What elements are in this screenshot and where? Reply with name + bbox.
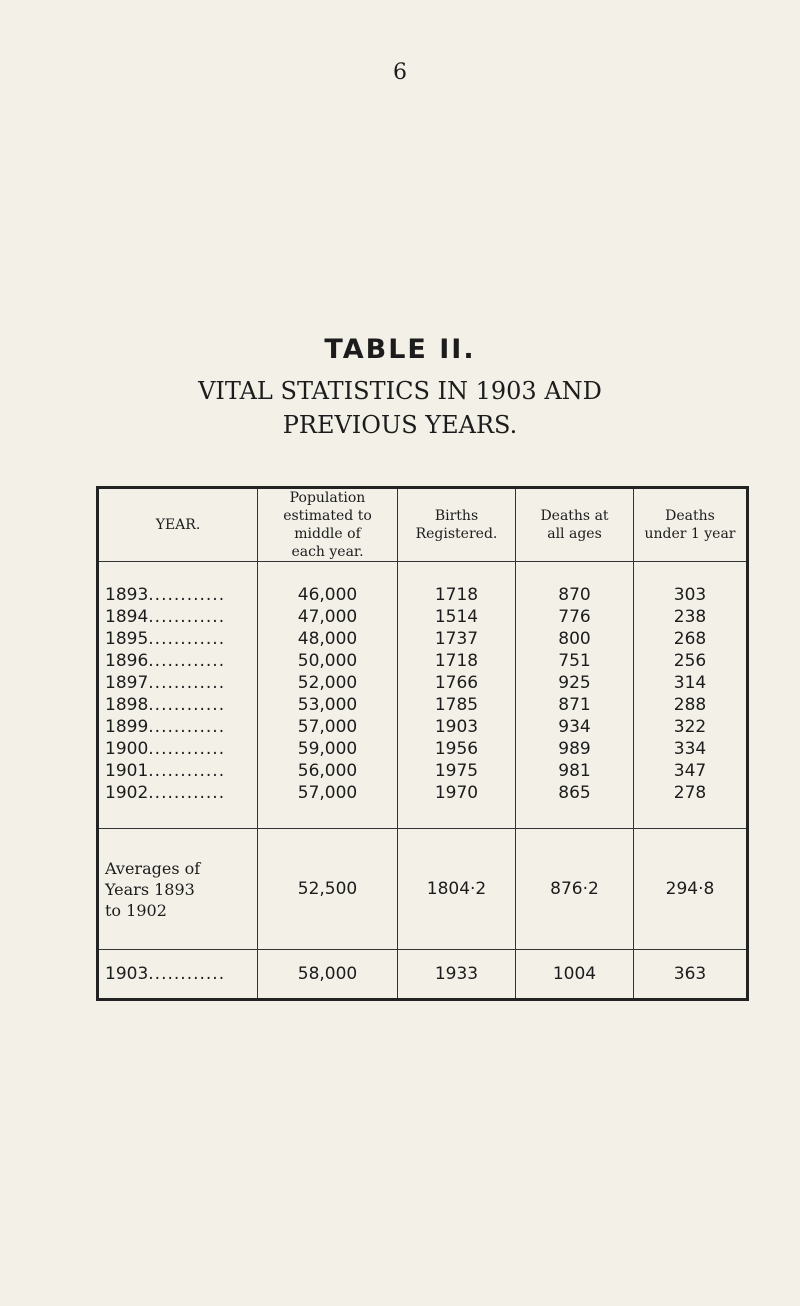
current-year-row <box>98 950 748 1000</box>
row-deaths-infant: 278 <box>634 782 748 829</box>
row-deaths-all: 870 <box>516 562 634 607</box>
row-deaths-infant: 347 <box>634 760 748 782</box>
row-population: 48,000 <box>258 628 398 650</box>
row-deaths-all: 751 <box>516 650 634 672</box>
row-population: 47,000 <box>258 606 398 628</box>
row-deaths-infant: 288 <box>634 694 748 716</box>
row-population: 57,000 <box>258 782 398 829</box>
row-births: 1718 <box>398 562 516 607</box>
table-row <box>98 694 748 716</box>
averages-deaths-all: 876·2 <box>516 829 634 950</box>
table-row <box>98 760 748 782</box>
header-deaths-all: Deaths at all ages <box>516 488 634 562</box>
year-rows <box>98 562 748 829</box>
row-year: 1899............ <box>98 716 258 738</box>
row-births: 1718 <box>398 650 516 672</box>
row-births: 1903 <box>398 716 516 738</box>
row-year: 1901............ <box>98 760 258 782</box>
current-births: 1933 <box>398 950 516 1000</box>
current-deaths-all: 1004 <box>516 950 634 1000</box>
row-year: 1893............ <box>98 562 258 607</box>
row-population: 50,000 <box>258 650 398 672</box>
row-year: 1896............ <box>98 650 258 672</box>
row-deaths-infant: 238 <box>634 606 748 628</box>
row-deaths-infant: 334 <box>634 738 748 760</box>
row-deaths-infant: 314 <box>634 672 748 694</box>
row-year: 1902............ <box>98 782 258 829</box>
row-births: 1766 <box>398 672 516 694</box>
row-year: 1898............ <box>98 694 258 716</box>
row-year: 1897............ <box>98 672 258 694</box>
row-deaths-all: 925 <box>516 672 634 694</box>
table-row <box>98 562 748 607</box>
row-deaths-all: 865 <box>516 782 634 829</box>
row-deaths-infant: 303 <box>634 562 748 607</box>
table-row <box>98 738 748 760</box>
row-births: 1975 <box>398 760 516 782</box>
header-year: YEAR. <box>98 488 258 562</box>
table-row <box>98 606 748 628</box>
current-deaths-infant: 363 <box>634 950 748 1000</box>
table-row <box>98 716 748 738</box>
averages-deaths-infant: 294·8 <box>634 829 748 950</box>
row-population: 46,000 <box>258 562 398 607</box>
row-population: 59,000 <box>258 738 398 760</box>
row-births: 1737 <box>398 628 516 650</box>
row-births: 1785 <box>398 694 516 716</box>
title-line-2: PREVIOUS YEARS. <box>282 411 518 439</box>
header-population: Population estimated to middle of each year. <box>258 488 398 562</box>
averages-population: 52,500 <box>258 829 398 950</box>
row-deaths-all: 981 <box>516 760 634 782</box>
row-year: 1900............ <box>98 738 258 760</box>
row-deaths-all: 989 <box>516 738 634 760</box>
table-row <box>98 672 748 694</box>
row-year: 1894............ <box>98 606 258 628</box>
table-label: TABLE II. <box>324 334 476 365</box>
table-row <box>98 628 748 650</box>
averages-label: Averages of Years 1893 to 1902 <box>98 829 258 950</box>
page-number: 6 <box>393 60 407 85</box>
row-deaths-infant: 322 <box>634 716 748 738</box>
row-births: 1514 <box>398 606 516 628</box>
averages-row <box>98 829 748 950</box>
row-year: 1895............ <box>98 628 258 650</box>
row-population: 52,000 <box>258 672 398 694</box>
vital-statistics-table <box>96 486 749 1001</box>
row-deaths-all: 776 <box>516 606 634 628</box>
row-population: 53,000 <box>258 694 398 716</box>
row-births: 1970 <box>398 782 516 829</box>
row-deaths-all: 934 <box>516 716 634 738</box>
header-births: Births Registered. <box>398 488 516 562</box>
row-population: 56,000 <box>258 760 398 782</box>
header-deaths-infant: Deaths under 1 year <box>634 488 748 562</box>
row-deaths-infant: 268 <box>634 628 748 650</box>
title-line-1: VITAL STATISTICS IN 1903 AND <box>198 377 602 405</box>
table-row <box>98 650 748 672</box>
row-deaths-infant: 256 <box>634 650 748 672</box>
row-deaths-all: 800 <box>516 628 634 650</box>
page-title <box>0 374 800 442</box>
table-row <box>98 782 748 829</box>
header-row <box>98 488 748 562</box>
current-year: 1903............ <box>98 950 258 1000</box>
current-population: 58,000 <box>258 950 398 1000</box>
averages-births: 1804·2 <box>398 829 516 950</box>
row-deaths-all: 871 <box>516 694 634 716</box>
row-births: 1956 <box>398 738 516 760</box>
row-population: 57,000 <box>258 716 398 738</box>
